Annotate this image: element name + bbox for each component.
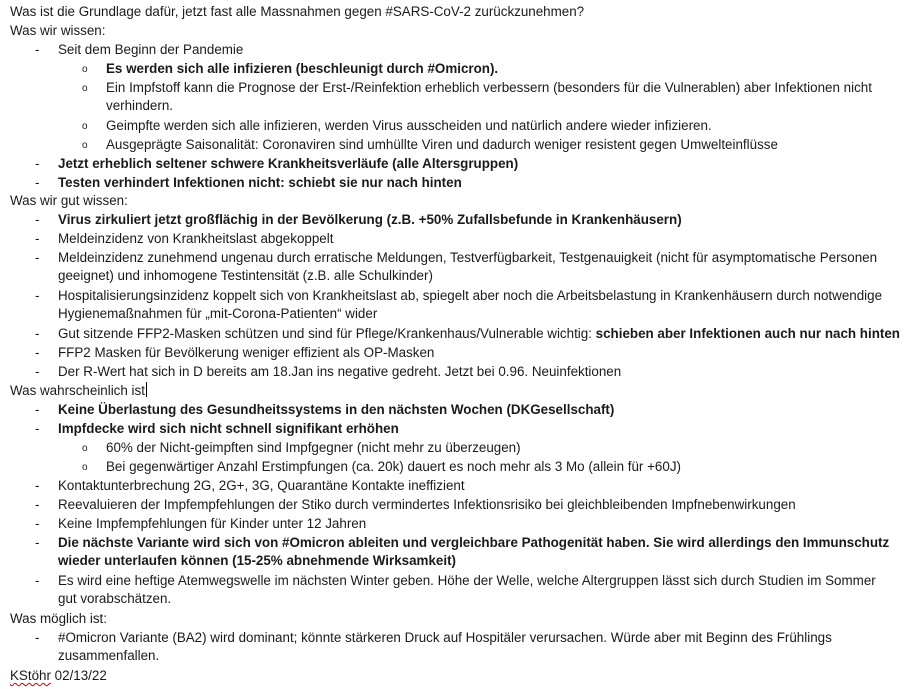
dash-bullet: - — [35, 497, 40, 512]
dash-bullet: - — [35, 212, 40, 227]
dash-bullet: - — [35, 175, 40, 190]
list-item: Reevaluieren der Impfempfehlungen der Stiko durch vermindertes Infektionsrisiko bei gleichbleibenden Impfnebenwirkungen — [58, 497, 796, 512]
section-heading-wissen: Was wir wissen: — [10, 23, 106, 38]
dash-bullet: - — [35, 288, 40, 303]
list-item: Keine Impfempfehlungen für Kinder unter 12 Jahren — [58, 516, 367, 531]
list-item: Virus zirkuliert jetzt großflächig in der Bevölkerung (z.B. +50% Zufallsbefunde in Krankenhäusern) — [58, 212, 682, 227]
dash-bullet: - — [35, 478, 40, 493]
list-item: FFP2 Masken für Bevölkerung weniger effizient als OP-Masken — [58, 345, 435, 360]
list-item: Meldeinzidenz von Krankheitslast abgekoppelt — [58, 231, 334, 246]
section-heading-moeglich: Was möglich ist: — [10, 611, 107, 626]
list-item: Jetzt erheblich seltener schwere Krankheitsverläufe (alle Altersgruppen) — [58, 156, 519, 171]
sub-list-item: Geimpfte werden sich alle infizieren, werden Virus ausscheiden und natürlich andere wieder infizieren. — [106, 118, 712, 133]
circle-bullet: o — [82, 121, 88, 132]
dash-bullet: - — [35, 421, 40, 436]
list-item: Meldeinzidenz zunehmend ungenau durch erratische Meldungen, Testverfügbarkeit, Testgenauigkeit (nicht für asymptomatische Personen geeignet) und inhomogene Testintensität (z.B. alle Schulkinder) — [58, 250, 878, 283]
dash-bullet: - — [35, 345, 40, 360]
dash-bullet: - — [35, 516, 40, 531]
dash-bullet: - — [35, 231, 40, 246]
document-title: Was ist die Grundlage dafür, jetzt fast alle Massnahmen gegen #SARS-CoV-2 zurückzunehmen? — [10, 4, 585, 19]
section-heading-wahr — [10, 382, 147, 400]
list-item: Impfdecke wird sich nicht schnell signifikant erhöhen — [58, 421, 399, 436]
circle-bullet: o — [82, 140, 88, 151]
list-item — [58, 325, 900, 343]
sub-list-item: 60% der Nicht-geimpften sind Impfgegner (nicht mehr zu überzeugen) — [106, 440, 521, 455]
dash-bullet: - — [35, 326, 40, 341]
sub-list-item: Es werden sich alle infizieren (beschleunigt durch #Omicron). — [106, 61, 499, 76]
dash-bullet: - — [35, 250, 40, 265]
dash-bullet: - — [35, 573, 40, 588]
list-item: Testen verhindert Infektionen nicht: schiebt sie nur nach hinten — [58, 175, 462, 190]
sub-list-item: Ein Impfstoff kann die Prognose der Erst-/Reinfektion erheblich verbessern (besonders für die Vulnerablen) aber Infektionen nicht verhindern. — [106, 80, 872, 113]
text-cursor — [146, 382, 147, 397]
list-item-emphasis: schieben aber Infektionen auch nur nach hinten — [595, 326, 900, 341]
dash-bullet: - — [35, 364, 40, 379]
section-heading-gut: Was wir gut wissen: — [10, 193, 128, 208]
list-item-text: Gut sitzende FFP2-Masken schützen und sind für Pflege/Krankenhaus/Vulnerable wichtig: — [58, 326, 596, 341]
dash-bullet: - — [35, 42, 40, 57]
circle-bullet: o — [82, 83, 88, 94]
list-item: Kontaktunterbrechung 2G, 2G+, 3G, Quarantäne Kontakte ineffizient — [58, 478, 465, 493]
list-item: Keine Überlastung des Gesundheitssystems in den nächsten Wochen (DKGesellschaft) — [58, 402, 615, 417]
list-item: Der R-Wert hat sich in D bereits am 18.Jan ins negative gedreht. Jetzt bei 0.96. Neuinfektionen — [58, 364, 622, 379]
list-item: Es wird eine heftige Atemwegswelle im nächsten Winter geben. Höhe der Welle, welche Altergruppen lässt sich durch Studien im Sommer gut vorabschätzen. — [58, 573, 876, 606]
signature — [10, 667, 107, 685]
sub-list-item: Ausgeprägte Saisonalität: Coronaviren sind umhüllte Viren und dadurch weniger resistent gegen Umwelteinflüsse — [106, 137, 778, 152]
list-item: #Omicron Variante (BA2) wird dominant; könnte stärkeren Druck auf Hospitäler verursachen. Würde aber mit Beginn des Frühlings zusammenfallen. — [58, 630, 832, 663]
dash-bullet: - — [35, 630, 40, 645]
sub-list-item: Bei gegenwärtiger Anzahl Erstimpfungen (ca. 20k) dauert es noch mehr als 3 Mo (allein für +60J) — [106, 459, 681, 474]
section-heading-text: Was wahrscheinlich ist — [10, 383, 145, 398]
list-item: Seit dem Beginn der Pandemie — [58, 42, 244, 57]
signature-date: 02/13/22 — [54, 668, 107, 683]
circle-bullet: o — [82, 64, 88, 75]
circle-bullet: o — [82, 462, 88, 473]
list-item: Die nächste Variante wird sich von #Omicron ableiten und vergleichbare Pathogenität haben. Sie wird allerdings den Immunschutz wieder unterlaufen können (15-25% abnehmende Wirksamkeit) — [58, 535, 890, 568]
dash-bullet: - — [35, 156, 40, 171]
signature-name: KStöhr — [10, 668, 51, 683]
circle-bullet: o — [82, 443, 88, 454]
dash-bullet: - — [35, 402, 40, 417]
dash-bullet: - — [35, 535, 40, 550]
list-item: Hospitalisierungsinzidenz koppelt sich von Krankheitslast ab, spiegelt aber noch die Arbeitsbelastung in Krankenhäusern durch notwendige Hygienemaßnahmen für „mit-Corona-Patienten“ wider — [58, 288, 883, 321]
